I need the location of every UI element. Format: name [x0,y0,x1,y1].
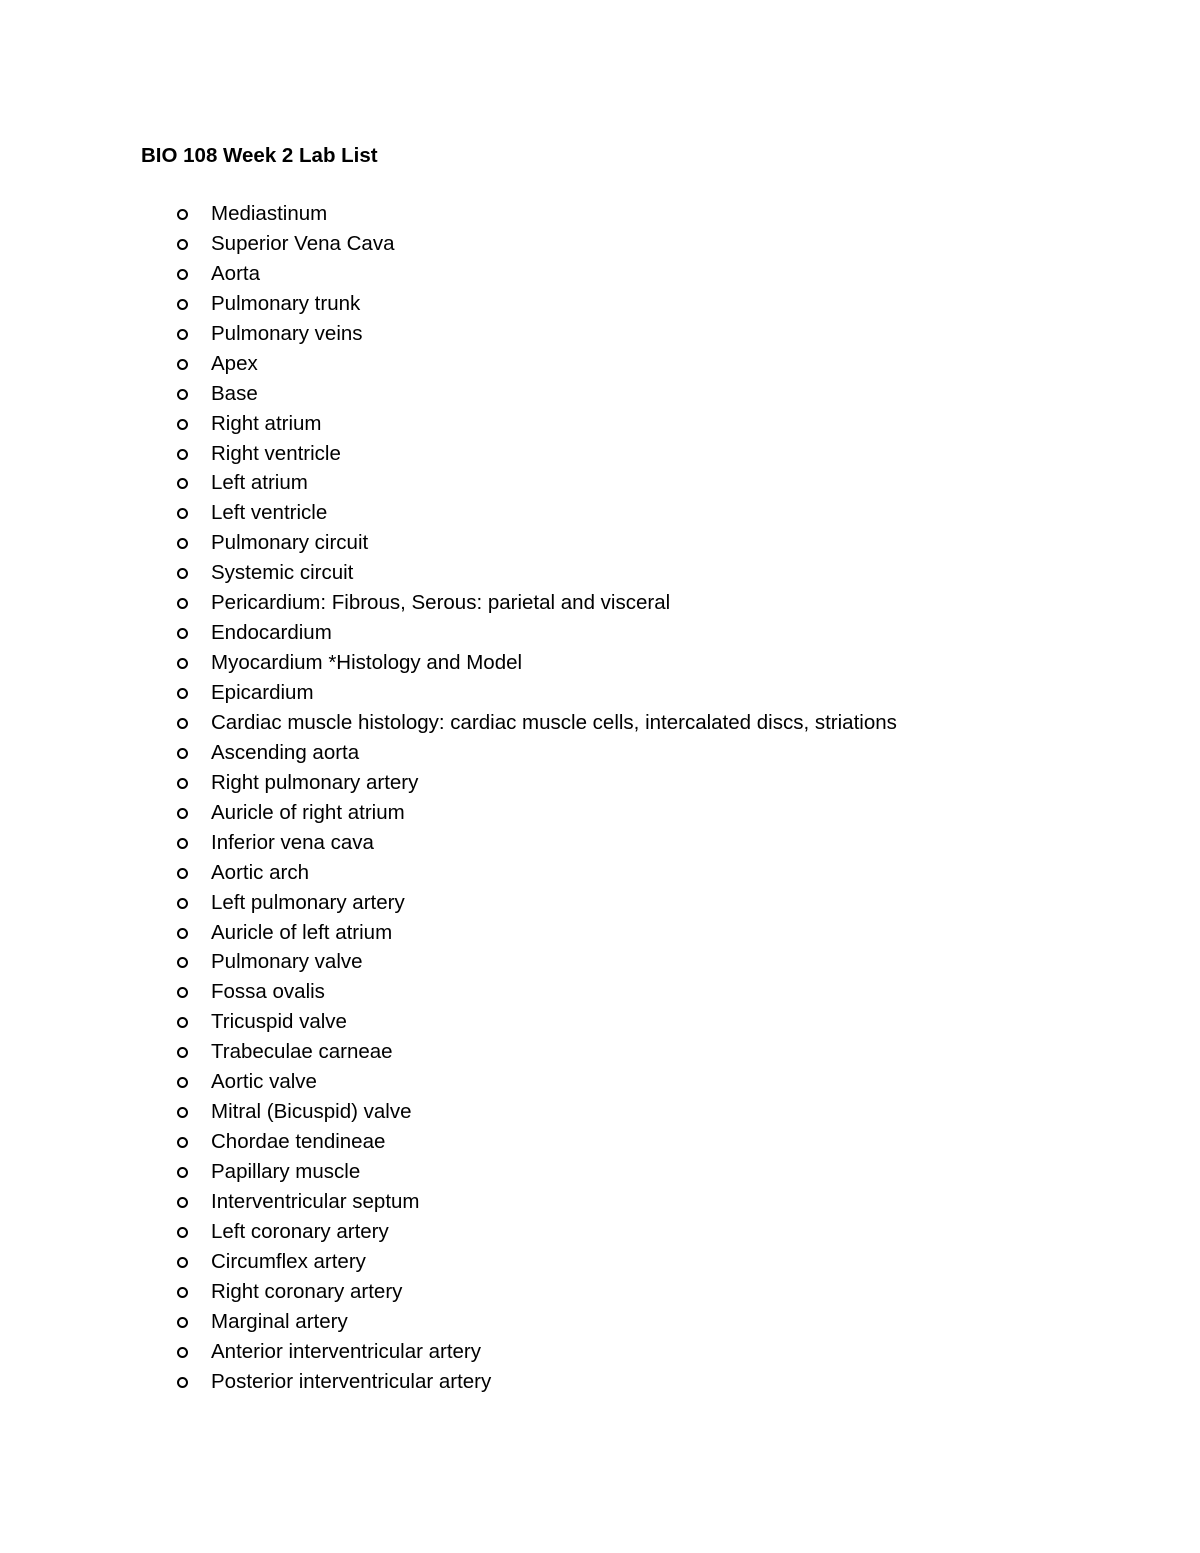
list-item-text: Ascending aorta [211,740,360,764]
list-item-text: Endocardium [211,621,332,645]
list-item-text: Papillary muscle [211,1160,361,1183]
list-item-text: Chordae tendineae [211,1130,386,1154]
hollow-circle-bullet-icon [177,838,188,849]
list-item-text: Auricle of left atrium [211,920,393,944]
hollow-circle-bullet-icon [177,628,188,639]
list-item-text: Cardiac muscle histology: cardiac muscle cells, intercalated discs, striations [211,710,897,734]
list-item-text: Anterior interventricular artery [211,1339,482,1363]
list-item-text: Right atrium [211,411,322,435]
list-item-text: Right pulmonary artery [211,770,419,794]
hollow-circle-bullet-icon [177,748,188,759]
hollow-circle-bullet-icon [177,928,188,939]
list-item-text: Epicardium [211,681,314,704]
list-item-text: Pulmonary veins [211,321,363,345]
hollow-circle-bullet-icon [177,419,188,430]
list-item-text: Base [211,381,258,405]
hollow-circle-bullet-icon [177,1257,188,1268]
hollow-circle-bullet-icon [177,449,188,460]
hollow-circle-bullet-icon [177,478,188,489]
hollow-circle-bullet-icon [177,808,188,819]
list-item-text: Mediastinum [211,202,328,225]
hollow-circle-bullet-icon [177,239,188,250]
hollow-circle-bullet-icon [177,658,188,669]
list-item-text: Tricuspid valve [211,1010,347,1034]
list-item-text: Circumflex artery [211,1249,366,1273]
hollow-circle-bullet-icon [177,389,188,400]
list-item-text: Pulmonary trunk [211,291,361,315]
hollow-circle-bullet-icon [177,359,188,370]
list-item-text: Mitral (Bicuspid) valve [211,1100,412,1124]
hollow-circle-bullet-icon [177,1107,188,1118]
list-item-text: Aortic valve [211,1070,317,1094]
list-item-text: Left pulmonary artery [211,890,405,914]
list-item-text: Apex [211,351,258,375]
list-item-text: Left atrium [211,471,308,495]
list-item-text: Auricle of right atrium [211,800,405,824]
hollow-circle-bullet-icon [177,718,188,729]
list-item-text: Right coronary artery [211,1279,403,1303]
hollow-circle-bullet-icon [177,299,188,310]
hollow-circle-bullet-icon [177,1047,188,1058]
hollow-circle-bullet-icon [177,868,188,879]
hollow-circle-bullet-icon [177,508,188,519]
hollow-circle-bullet-icon [177,538,188,549]
hollow-circle-bullet-icon [177,1197,188,1208]
hollow-circle-bullet-icon [177,329,188,340]
hollow-circle-bullet-icon [177,957,188,968]
hollow-circle-bullet-icon [177,987,188,998]
list-item-text: Superior Vena Cava [211,231,395,255]
list-item-text: Aortic arch [211,860,309,884]
list-item-text: Pericardium: Fibrous, Serous: parietal and visceral [211,591,671,615]
document-title: BIO 108 Week 2 Lab List [141,144,378,167]
hollow-circle-bullet-icon [177,568,188,579]
hollow-circle-bullet-icon [177,1347,188,1358]
list-item-text: Left coronary artery [211,1219,389,1243]
hollow-circle-bullet-icon [177,1377,188,1388]
hollow-circle-bullet-icon [177,209,188,220]
list-item-text: Marginal artery [211,1309,348,1333]
hollow-circle-bullet-icon [177,269,188,280]
list-item-text: Interventricular septum [211,1189,420,1213]
list-item-text: Right ventricle [211,441,341,465]
list-item-text: Fossa ovalis [211,980,325,1004]
hollow-circle-bullet-icon [177,778,188,789]
hollow-circle-bullet-icon [177,1077,188,1088]
list-item-text: Myocardium *Histology and Model [211,651,523,675]
hollow-circle-bullet-icon [177,1167,188,1178]
hollow-circle-bullet-icon [177,1227,188,1238]
hollow-circle-bullet-icon [177,688,188,699]
list-item-text: Left ventricle [211,501,328,525]
hollow-circle-bullet-icon [177,898,188,909]
hollow-circle-bullet-icon [177,1287,188,1298]
list-item-text: Inferior vena cava [211,830,374,854]
list-item-text: Pulmonary valve [211,950,363,974]
hollow-circle-bullet-icon [177,1317,188,1328]
hollow-circle-bullet-icon [177,1017,188,1028]
list-item-text: Aorta [211,261,260,285]
list-item-text: Posterior interventricular artery [211,1369,492,1393]
list-item-text: Trabeculae carneae [211,1040,393,1064]
list-item-text: Systemic circuit [211,561,354,585]
list-item-text: Pulmonary circuit [211,531,369,555]
hollow-circle-bullet-icon [177,598,188,609]
hollow-circle-bullet-icon [177,1137,188,1148]
